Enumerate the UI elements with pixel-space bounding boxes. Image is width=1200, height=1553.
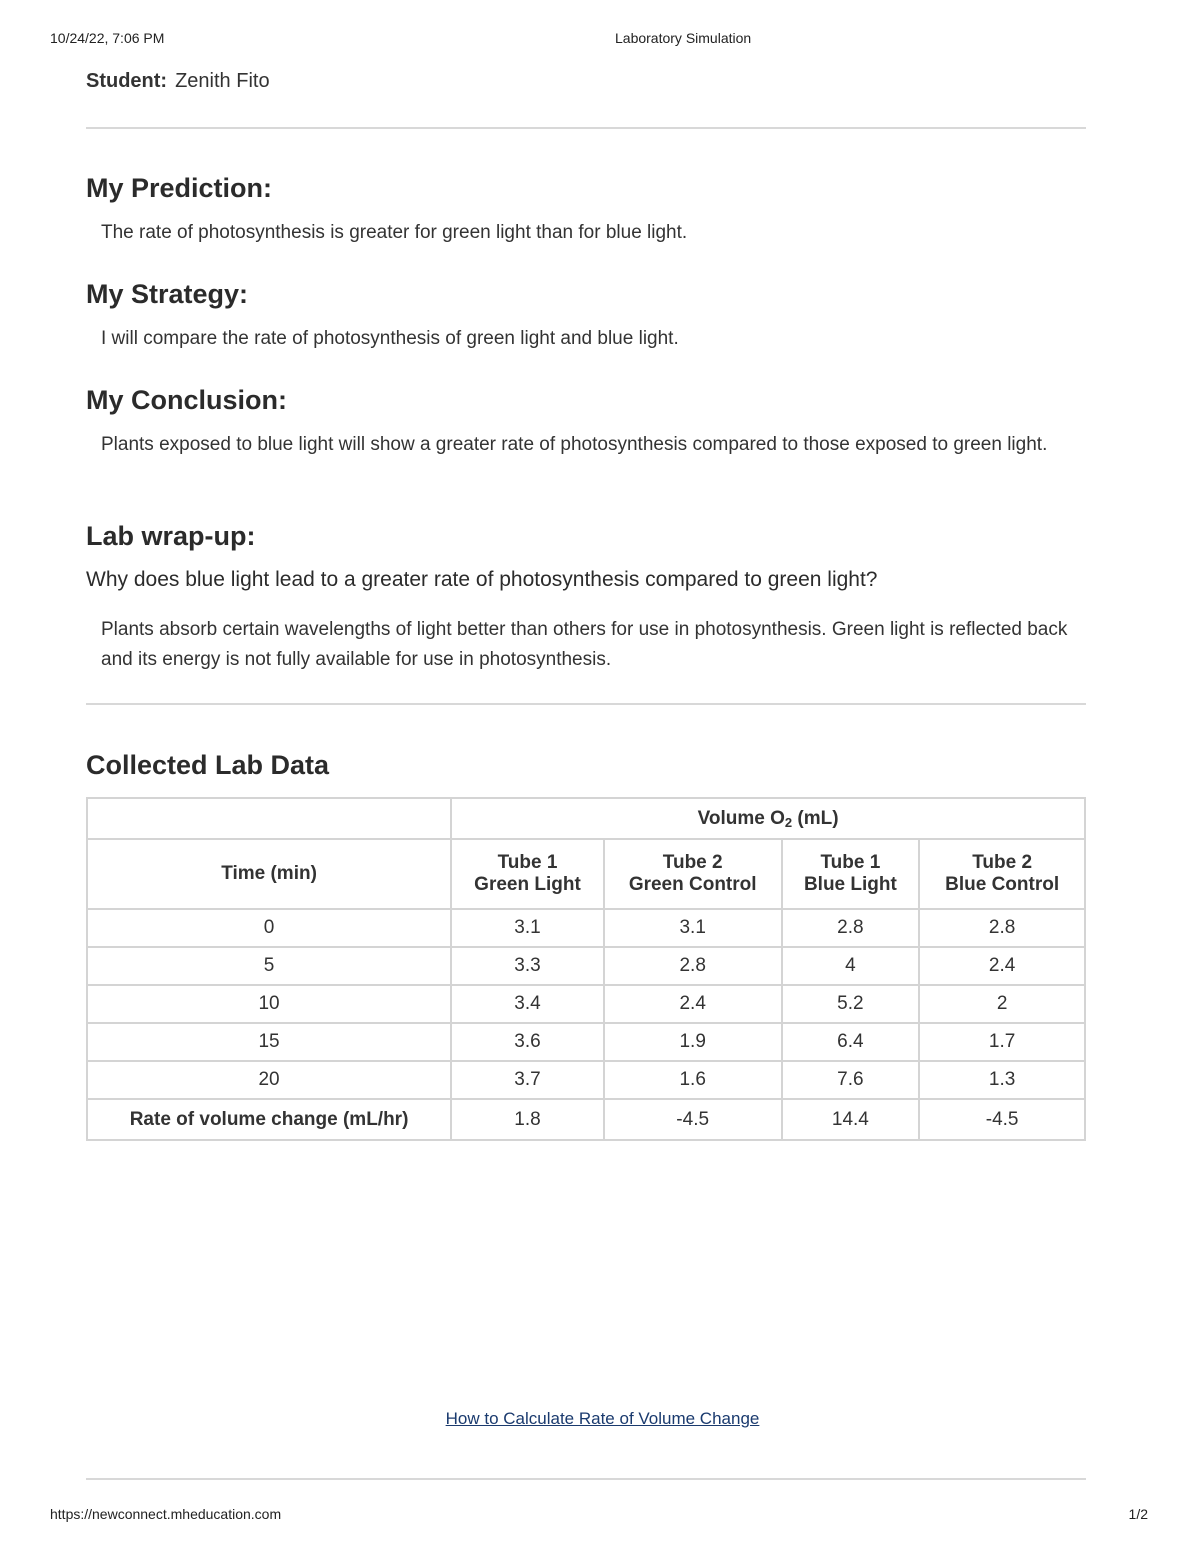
- column-header: Tube 2 Blue Control: [919, 839, 1085, 909]
- value-cell: 2.4: [919, 947, 1085, 985]
- conclusion-heading: My Conclusion:: [86, 385, 287, 415]
- table-row: [87, 947, 1085, 985]
- table-row: [87, 1023, 1085, 1061]
- column-header: Tube 1 Blue Light: [782, 839, 920, 909]
- rate-cell: -4.5: [604, 1099, 782, 1140]
- value-cell: 2.4: [604, 985, 782, 1023]
- student-name: Zenith Fito: [175, 70, 270, 92]
- value-cell: 3.6: [451, 1023, 604, 1061]
- strategy-text: I will compare the rate of photosynthesis of green light and blue light.: [101, 328, 679, 349]
- time-header: Time (min): [87, 839, 451, 909]
- lab-data-table: [86, 797, 1086, 1141]
- lab-data-heading: Collected Lab Data: [86, 750, 330, 780]
- value-cell: 7.6: [782, 1061, 920, 1099]
- divider: [86, 127, 1086, 129]
- print-datetime: 10/24/22, 7:06 PM: [50, 30, 165, 46]
- table-row: [87, 985, 1085, 1023]
- volume-header-subscript: 2: [784, 814, 793, 830]
- print-url: https://newconnect.mheducation.com: [50, 1506, 282, 1522]
- value-cell: 3.1: [451, 909, 604, 947]
- value-cell: 2.8: [919, 909, 1085, 947]
- rate-row: [87, 1099, 1085, 1140]
- strategy-heading: My Strategy:: [86, 279, 249, 309]
- conclusion-text: Plants exposed to blue light will show a greater rate of photosynthesis compared to those exposed to green light.: [101, 434, 1048, 455]
- value-cell: 2.8: [782, 909, 920, 947]
- empty-header-cell: [87, 798, 451, 839]
- value-cell: 3.3: [451, 947, 604, 985]
- how-to-calculate-link[interactable]: How to Calculate Rate of Volume Change: [445, 1409, 760, 1428]
- value-cell: 1.9: [604, 1023, 782, 1061]
- table-header-row: [87, 839, 1085, 909]
- page-number: 1/2: [1128, 1506, 1148, 1522]
- time-cell: 20: [87, 1061, 451, 1099]
- value-cell: 1.3: [919, 1061, 1085, 1099]
- wrapup-answer: Plants absorb certain wavelengths of light better than others for use in photosynthesis. Green light is reflected back and its energy is not fully available for use in photosynthesis.: [101, 619, 1068, 670]
- value-cell: 5.2: [782, 985, 920, 1023]
- print-footer: [50, 1506, 1150, 1526]
- time-cell: 5: [87, 947, 451, 985]
- value-cell: 4: [782, 947, 920, 985]
- student-line: [86, 70, 270, 93]
- time-cell: 10: [87, 985, 451, 1023]
- print-header: [50, 30, 1150, 50]
- rate-cell: -4.5: [919, 1099, 1085, 1140]
- table-header-row: [87, 798, 1085, 839]
- column-header: Tube 2 Green Control: [604, 839, 782, 909]
- rate-label: Rate of volume change (mL/hr): [87, 1099, 451, 1140]
- time-cell: 0: [87, 909, 451, 947]
- value-cell: 2: [919, 985, 1085, 1023]
- table-row: [87, 909, 1085, 947]
- how-to-link-container: [0, 1409, 1200, 1429]
- rate-cell: 14.4: [782, 1099, 920, 1140]
- volume-header: [451, 798, 1085, 839]
- value-cell: 1.6: [604, 1061, 782, 1099]
- wrapup-question: Why does blue light lead to a greater rate of photosynthesis compared to green light?: [86, 568, 878, 591]
- wrapup-heading: Lab wrap-up:: [86, 521, 256, 551]
- value-cell: 3.7: [451, 1061, 604, 1099]
- column-header: Tube 1 Green Light: [451, 839, 604, 909]
- divider: [86, 1478, 1086, 1480]
- volume-header-prefix: Volume O: [697, 807, 785, 829]
- print-page-title: Laboratory Simulation: [615, 30, 752, 46]
- volume-header-unit: (mL): [792, 807, 839, 829]
- prediction-text: The rate of photosynthesis is greater for green light than for blue light.: [101, 222, 688, 243]
- value-cell: 6.4: [782, 1023, 920, 1061]
- table-row: [87, 1061, 1085, 1099]
- value-cell: 2.8: [604, 947, 782, 985]
- value-cell: 3.4: [451, 985, 604, 1023]
- value-cell: 1.7: [919, 1023, 1085, 1061]
- divider: [86, 703, 1086, 705]
- prediction-heading: My Prediction:: [86, 173, 273, 203]
- time-cell: 15: [87, 1023, 451, 1061]
- rate-cell: 1.8: [451, 1099, 604, 1140]
- student-label: Student:: [86, 70, 168, 92]
- value-cell: 3.1: [604, 909, 782, 947]
